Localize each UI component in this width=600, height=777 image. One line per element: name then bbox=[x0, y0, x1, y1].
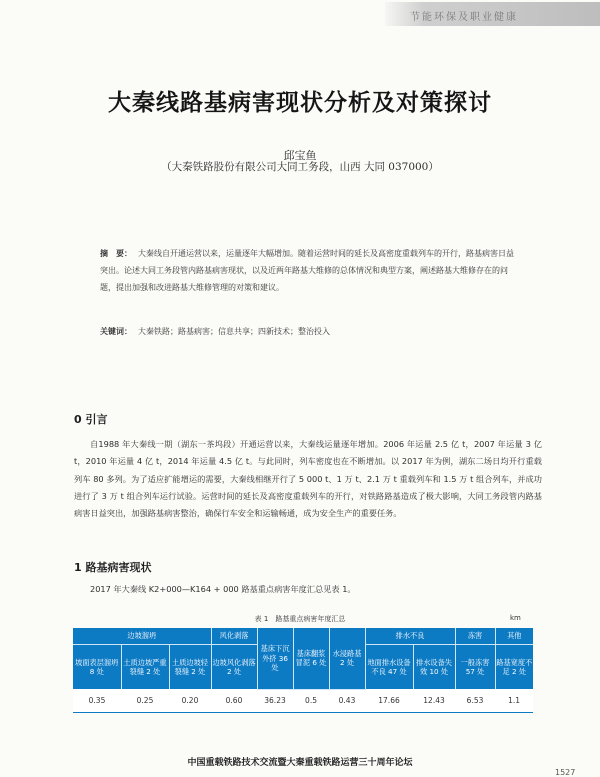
table-cell: 6.53 bbox=[455, 689, 495, 712]
table-group-header: 基床翻浆冒泥 6 处 bbox=[293, 628, 329, 689]
table-subheader: 边坡风化剥落 2 处 bbox=[211, 645, 257, 690]
table-row bbox=[73, 689, 533, 712]
table-caption: 表 1 路基重点病害年度汇总 bbox=[254, 615, 346, 623]
author-affiliation: （大秦铁路股份有限公司大同工务段，山西 大同 037000） bbox=[161, 161, 439, 173]
table-unit: km bbox=[510, 614, 521, 622]
paper-title: 大秦线路基病害现状分析及对策探讨 bbox=[108, 90, 492, 116]
table-subheader: 坡面表层溜坍 8 处 bbox=[73, 645, 121, 690]
table-cell: 0.5 bbox=[293, 689, 329, 712]
table-cell: 0.35 bbox=[73, 689, 121, 712]
section-heading-intro: 0 引言 bbox=[74, 413, 108, 426]
page-number: 1527 bbox=[555, 768, 576, 777]
table-cell: 0.60 bbox=[211, 689, 257, 712]
abstract-text: 大秦线自开通运营以来，运量逐年大幅增加。随着运营时间的延长及高密度重载列车的开行，路基病害日益突出。论述大同工务段管内路基病害现状，以及近两年路基大维修的总体情况和典型方案，阐述路基大维修存在的问题，提出加强和改进路基大维修管理的对策和建议。 bbox=[100, 249, 514, 292]
intro-paragraph: 自1988 年大秦线一期（湖东一茶坞段）开通运营以来，大秦线运量逐年增加。2006 年运量 2.5 亿 t，2007 年运量 3 亿 t，2010 年运量 4 亿 t，2014 年运量 4.5 亿 t。与此同时，列车密度也在不断增加。以 2017 年为例，湖东二场日均开行重载列车 80 多列。为了适应扩能增运的需要，大秦线相继开行了 5 000 t、1 万 t、2.1 万 t 重载列车和 1.5 万 t 组合列车，并成功进行了 3 万 t 组合列车运行试验。运营时间的延长及高密度重载列车的开行，对铁路路基造成了极大影响，大同工务段管内路基病害日益突出，加强路基病害整治，确保行车安全和运输畅通，成为安全生产的重要任务。 bbox=[74, 439, 542, 519]
table-subheader: 土质边坡严重裂缝 2 处 bbox=[121, 645, 169, 690]
status-paragraph: 2017 年大秦线 K2+000—K164 + 000 路基重点病害年度汇总见表 1。 bbox=[90, 584, 356, 594]
table-cell: 0.43 bbox=[329, 689, 365, 712]
table-cell: 12.43 bbox=[413, 689, 455, 712]
table-cell: 36.23 bbox=[257, 689, 293, 712]
table-subheader: 一般冻害 57 处 bbox=[455, 645, 495, 690]
keywords-text: 大秦铁路；路基病害；信息共享；四新技术；整治投入 bbox=[138, 327, 330, 336]
table-group-header: 边坡溜坍 bbox=[73, 628, 211, 645]
table-cell: 1.1 bbox=[495, 689, 533, 712]
table-subheader: 排水设备失效 10 处 bbox=[413, 645, 455, 690]
table-cell: 0.25 bbox=[121, 689, 169, 712]
table-group-header: 水浸路基 2 处 bbox=[329, 628, 365, 689]
table-group-header: 风化剥落 bbox=[211, 628, 257, 645]
keywords bbox=[100, 325, 518, 339]
table-subheader: 路基宽度不足 2 处 bbox=[495, 645, 533, 690]
abstract-label: 摘 要： bbox=[100, 249, 132, 258]
section-heading-status: 1 路基病害现状 bbox=[74, 561, 152, 574]
table-cell: 0.20 bbox=[169, 689, 211, 712]
journal-section-label: 节能环保及职业健康 bbox=[410, 12, 518, 23]
table-group-header: 冻害 bbox=[455, 628, 495, 645]
table-group-header: 其他 bbox=[495, 628, 533, 645]
table-cell: 17.66 bbox=[365, 689, 413, 712]
table-subheader: 地面排水设备不良 47 处 bbox=[365, 645, 413, 690]
table-group-header: 排水不良 bbox=[365, 628, 455, 645]
footer-conference: 中国重载铁路技术交流暨大秦重载铁路运营三十周年论坛 bbox=[187, 758, 413, 768]
table-header-row bbox=[73, 628, 533, 645]
keywords-label: 关键词： bbox=[100, 327, 132, 336]
table-subheader: 土质边坡轻裂缝 2 处 bbox=[169, 645, 211, 690]
disease-summary-table bbox=[73, 628, 533, 713]
author-name: 邱宝鱼 bbox=[283, 149, 317, 162]
abstract bbox=[100, 245, 518, 296]
table-group-header: 基床下沉外挤 36 处 bbox=[257, 628, 293, 689]
